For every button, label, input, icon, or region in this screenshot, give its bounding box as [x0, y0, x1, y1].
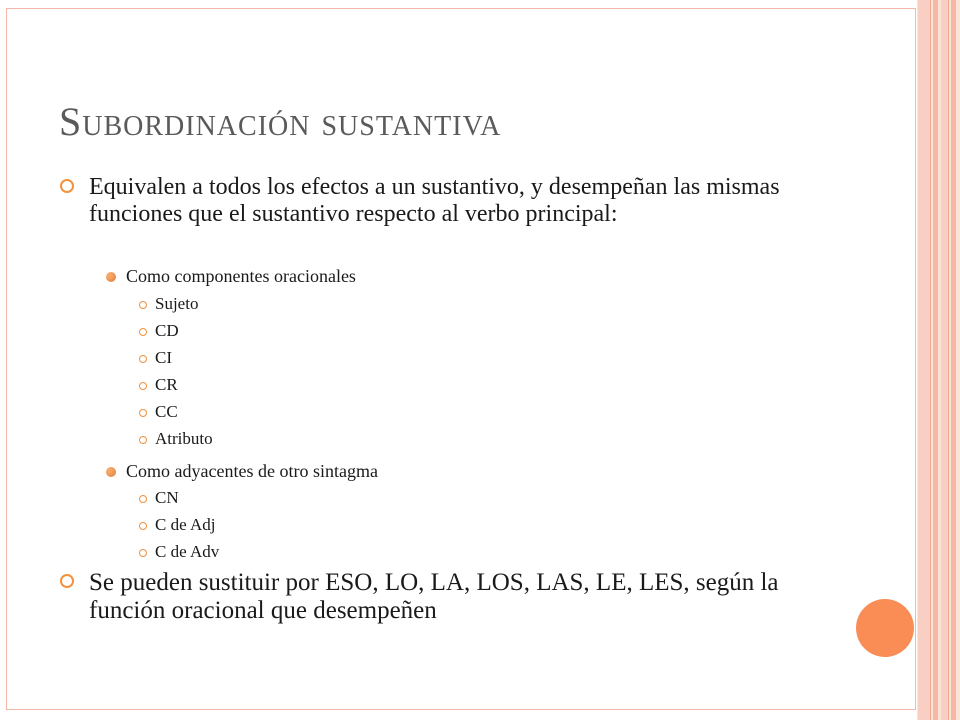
list-item-text: Sujeto: [155, 294, 199, 313]
list-item-text: CR: [155, 375, 178, 394]
bullet-ring-icon: [139, 409, 147, 417]
list-item: [155, 429, 213, 449]
bullet-ring-icon: [139, 495, 147, 503]
list-item: [155, 375, 178, 395]
bullet-ring-icon: [139, 301, 147, 309]
bullet-circle-icon: [60, 179, 74, 193]
list-item: [155, 402, 178, 422]
subpoint-text: Como adyacentes de otro sintagma: [126, 461, 378, 481]
bullet-ring-icon: [139, 328, 147, 336]
list-item: [155, 542, 219, 562]
bullet-dot-icon: [106, 272, 116, 282]
subpoint-components: [126, 265, 356, 287]
list-item-text: Atributo: [155, 429, 213, 448]
list-item: [155, 348, 172, 368]
decorative-stripe: [941, 0, 948, 720]
bullet-point-2: [89, 569, 829, 625]
list-item-text: C de Adj: [155, 515, 216, 534]
bullet-point-text: Equivalen a todos los efectos a un sustantivo, y desempeñan las mismas funciones que el sustantivo respecto al verbo principal:: [89, 174, 780, 227]
slide-title: Subordinación sustantiva: [59, 99, 502, 144]
list-item-text: CC: [155, 402, 178, 421]
bullet-circle-icon: [60, 574, 74, 588]
list-item: [155, 515, 215, 535]
bullet-ring-icon: [139, 549, 147, 557]
decorative-stripe: [918, 0, 930, 720]
bullet-ring-icon: [139, 355, 147, 363]
list-item: [155, 321, 179, 341]
bullet-ring-icon: [139, 382, 147, 390]
list-item-text: CD: [155, 321, 179, 340]
list-item-text: CI: [155, 348, 172, 367]
list-item: [155, 488, 179, 508]
decorative-stripe: [933, 0, 938, 720]
list-item-text: CN: [155, 488, 179, 507]
bullet-dot-icon: [106, 467, 116, 477]
list-item-text: C de Adv: [155, 542, 220, 561]
decorative-stripe: [930, 0, 931, 720]
list-item: [155, 294, 198, 314]
subpoint-adjacents: [126, 460, 378, 482]
bullet-ring-icon: [139, 522, 147, 530]
bullet-ring-icon: [139, 436, 147, 444]
decorative-stripe: [951, 0, 956, 720]
bullet-point-text: Se pueden sustituir por ESO, LO, LA, LOS, LAS, LE, LES, según la función oracional que desempeñen: [89, 569, 779, 624]
decorative-circle: [856, 599, 914, 657]
subpoint-text: Como componentes oracionales: [126, 266, 356, 286]
decorative-stripe: [948, 0, 949, 720]
bullet-point-1: [89, 174, 849, 228]
